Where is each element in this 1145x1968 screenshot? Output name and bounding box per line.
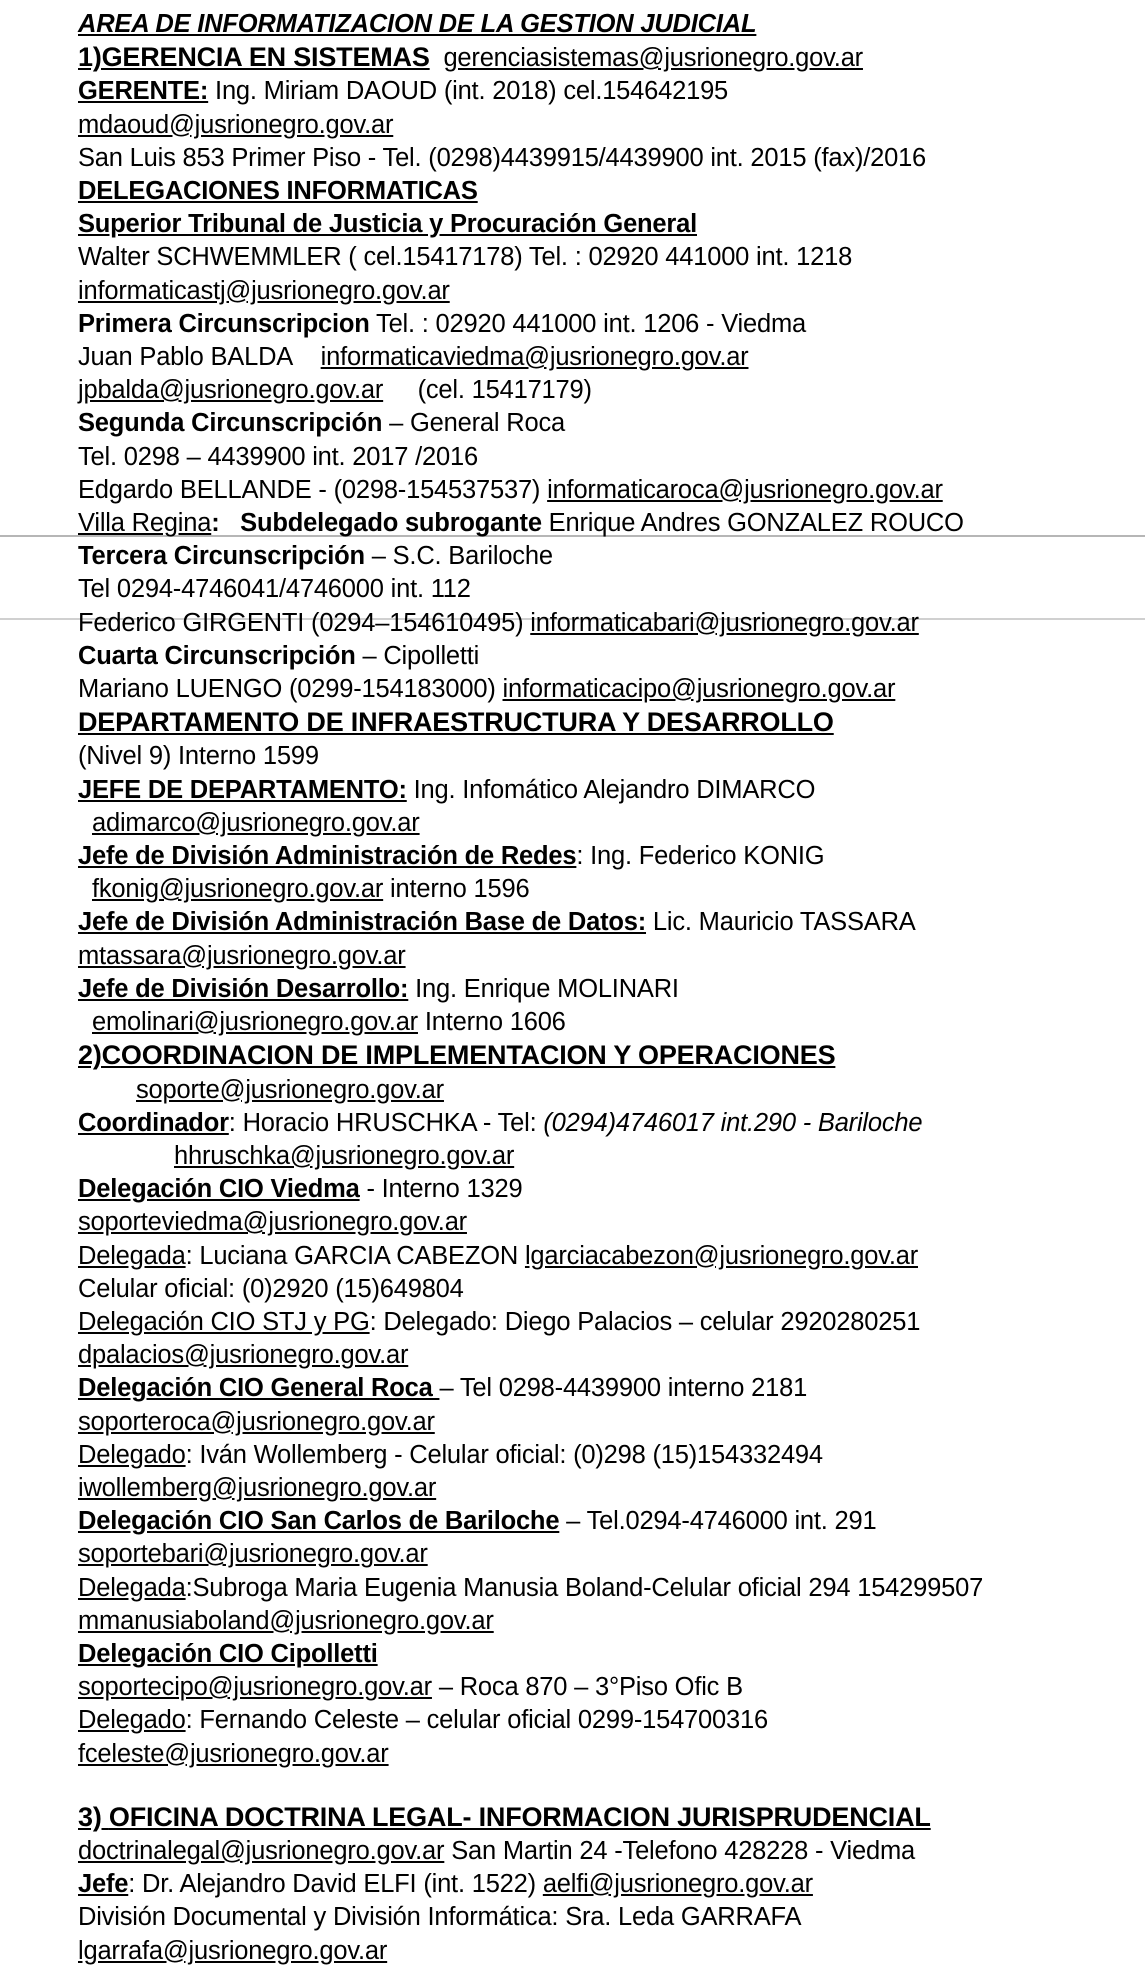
primera-heading-line bbox=[78, 308, 1118, 341]
cio-bariloche-tel: – Tel.0294-4746000 int. 291 bbox=[559, 1507, 877, 1536]
segunda-label: Segunda Circunscripción bbox=[78, 409, 383, 438]
cio-stj-email-line bbox=[78, 1339, 1118, 1372]
coordinacion-heading: 2)COORDINACION DE IMPLEMENTACION Y OPERACIONES bbox=[78, 1040, 836, 1071]
tercera-tel: Tel 0294-4746041/4746000 int. 112 bbox=[78, 575, 471, 604]
cio-cipolletti-heading-line bbox=[78, 1638, 1118, 1671]
segunda-city: – General Roca bbox=[382, 409, 565, 438]
segunda-person: Edgardo BELLANDE - (0298-154537537) bbox=[78, 475, 548, 504]
cio-viedma-delegada-value: : Luciana GARCIA CABEZON bbox=[185, 1241, 525, 1270]
cio-viedma-email[interactable]: soporteviedma@jusrionegro.gov.ar bbox=[78, 1208, 467, 1237]
cuarta-city: – Cipolletti bbox=[355, 641, 480, 670]
departamento-heading-line bbox=[78, 706, 1118, 740]
doctrina-jefe-line bbox=[78, 1868, 1118, 1901]
primera-info: Tel. : 02920 441000 int. 1206 - Viedma bbox=[369, 309, 807, 338]
jefe-bd-email[interactable]: mtassara@jusrionegro.gov.ar bbox=[78, 941, 406, 970]
cio-viedma-celular: Celular oficial: (0)2920 (15)649804 bbox=[78, 1274, 464, 1303]
cio-bariloche-delegada-email-line bbox=[78, 1605, 1118, 1638]
coordinador-tel: (0294)4746017 int.290 - Bariloche bbox=[543, 1108, 923, 1137]
cio-viedma-label: Delegación CIO Viedma bbox=[78, 1175, 360, 1204]
cio-cipolletti-label: Delegación CIO Cipolletti bbox=[78, 1639, 378, 1668]
document-title-line bbox=[78, 8, 1118, 41]
gerencia-address-line bbox=[78, 142, 1118, 175]
tercera-label: Tercera Circunscripción bbox=[78, 542, 365, 571]
jefe-desarrollo-label: Jefe de División Desarrollo: bbox=[78, 974, 409, 1003]
cio-viedma-celular-line bbox=[78, 1273, 1118, 1306]
cio-cipolletti-delegado-value: : Fernando Celeste – celular oficial 0299-154700316 bbox=[185, 1706, 768, 1735]
cio-cipolletti-address: – Roca 870 – 3°Piso Ofic B bbox=[431, 1673, 743, 1702]
cio-roca-heading-line bbox=[78, 1372, 1118, 1405]
jefe-redes-line bbox=[78, 840, 1118, 873]
cio-bariloche-delegada-label: Delegada bbox=[78, 1573, 186, 1602]
segunda-person-line bbox=[78, 474, 1118, 507]
tercera-person: Federico GIRGENTI (0294–154610495) bbox=[78, 608, 531, 637]
doctrina-jefe-label: Jefe bbox=[78, 1870, 129, 1899]
cio-roca-email-line bbox=[78, 1406, 1118, 1439]
document-title: AREA DE INFORMATIZACION DE LA GESTION JUDICIAL bbox=[78, 10, 757, 38]
primera-email-secondary[interactable]: jpbalda@jusrionegro.gov.ar bbox=[78, 376, 384, 405]
doctrina-division: División Documental y División Informática: Sra. Leda GARRAFA bbox=[78, 1903, 802, 1932]
doctrina-division-line bbox=[78, 1901, 1118, 1934]
gerencia-email[interactable]: gerenciasistemas@jusrionegro.gov.ar bbox=[443, 44, 863, 73]
cio-roca-email[interactable]: soporteroca@jusrionegro.gov.ar bbox=[78, 1407, 435, 1436]
jefe-desarrollo-email-line bbox=[78, 1006, 1118, 1039]
jefe-departamento-value: Ing. Infomático Alejandro DIMARCO bbox=[406, 775, 816, 804]
section-spacer bbox=[78, 1771, 1118, 1801]
villa-regina-line bbox=[78, 507, 1118, 540]
cio-roca-delegado-value: : Iván Wollemberg - Celular oficial: (0)298 (15)154332494 bbox=[185, 1440, 823, 1469]
primera-person: Juan Pablo BALDA bbox=[78, 343, 294, 372]
gerencia-heading-line bbox=[78, 41, 1118, 75]
cio-viedma-delegada-label: Delegada bbox=[78, 1241, 186, 1270]
stj-person-line bbox=[78, 241, 1118, 274]
gerente-email-line bbox=[78, 109, 1118, 142]
cuarta-person-email[interactable]: informaticacipo@jusrionegro.gov.ar bbox=[502, 675, 896, 704]
stj-heading-line bbox=[78, 208, 1118, 241]
jefe-redes-email-line bbox=[78, 873, 1118, 906]
stj-heading: Superior Tribunal de Justicia y Procuración General bbox=[78, 210, 697, 239]
cio-bariloche-delegada-email[interactable]: mmanusiaboland@jusrionegro.gov.ar bbox=[78, 1606, 494, 1635]
cuarta-person: Mariano LUENGO (0299-154183000) bbox=[78, 675, 503, 704]
cio-bariloche-email[interactable]: soportebari@jusrionegro.gov.ar bbox=[78, 1540, 428, 1569]
jefe-departamento-line bbox=[78, 774, 1118, 807]
cio-viedma-heading-line bbox=[78, 1173, 1118, 1206]
gerente-email[interactable]: mdaoud@jusrionegro.gov.ar bbox=[78, 110, 394, 139]
cio-stj-label: Delegación CIO STJ y PG bbox=[78, 1307, 370, 1336]
cuarta-heading-line bbox=[78, 640, 1118, 673]
cio-viedma-interno: - Interno 1329 bbox=[359, 1175, 523, 1204]
cio-cipolletti-delegado-line bbox=[78, 1704, 1118, 1737]
coordinador-label: Coordinador bbox=[78, 1108, 229, 1137]
document-body bbox=[78, 8, 1118, 1968]
villa-regina-role: Subdelegado subrogante bbox=[240, 509, 542, 538]
coordinador-email[interactable]: hhruschka@jusrionegro.gov.ar bbox=[174, 1141, 515, 1170]
segunda-person-email[interactable]: informaticaroca@jusrionegro.gov.ar bbox=[547, 475, 943, 504]
coordinacion-email[interactable]: soporte@jusrionegro.gov.ar bbox=[136, 1075, 444, 1104]
jefe-desarrollo-interno: Interno 1606 bbox=[417, 1008, 566, 1037]
departamento-nivel: (Nivel 9) Interno 1599 bbox=[78, 742, 319, 771]
cio-cipolletti-delegado-email-line bbox=[78, 1738, 1118, 1771]
departamento-nivel-line bbox=[78, 740, 1118, 773]
doctrina-jefe-email[interactable]: aelfi@jusrionegro.gov.ar bbox=[542, 1870, 813, 1899]
delegaciones-heading-line bbox=[78, 175, 1118, 208]
primera-cel: (cel. 15417179) bbox=[417, 376, 592, 405]
cio-bariloche-label: Delegación CIO San Carlos de Bariloche bbox=[78, 1507, 560, 1536]
cio-bariloche-delegada-value: :Subroga Maria Eugenia Manusia Boland-Celular oficial 294 154299507 bbox=[185, 1573, 984, 1602]
cio-roca-label: Delegación CIO General Roca bbox=[78, 1374, 440, 1403]
cio-bariloche-heading-line bbox=[78, 1505, 1118, 1538]
coordinacion-email-line bbox=[78, 1074, 1118, 1107]
cio-roca-delegado-email-line bbox=[78, 1472, 1118, 1505]
villa-regina-label: Villa Regina bbox=[78, 509, 212, 538]
doctrina-jefe-value: : Dr. Alejandro David ELFI (int. 1522) bbox=[128, 1870, 543, 1899]
cio-viedma-delegada-line bbox=[78, 1240, 1118, 1273]
delegaciones-heading: DELEGACIONES INFORMATICAS bbox=[78, 177, 478, 206]
doctrina-number: 3) bbox=[78, 1801, 109, 1832]
doctrina-heading-line bbox=[78, 1801, 1118, 1835]
cio-roca-tel: – Tel 0298-4439900 interno 2181 bbox=[439, 1374, 808, 1403]
cio-roca-delegado-email[interactable]: iwollemberg@jusrionegro.gov.ar bbox=[78, 1473, 437, 1502]
coordinador-line bbox=[78, 1107, 1118, 1140]
jefe-desarrollo-line bbox=[78, 973, 1118, 1006]
doctrina-address: San Martin 24 -Telefono 428228 - Viedma bbox=[444, 1836, 915, 1865]
cio-cipolletti-delegado-email[interactable]: fceleste@jusrionegro.gov.ar bbox=[78, 1739, 389, 1768]
jefe-bd-email-line bbox=[78, 940, 1118, 973]
jefe-departamento-email-line bbox=[78, 807, 1118, 840]
jefe-bd-label: Jefe de División Administración Base de Datos: bbox=[78, 908, 647, 937]
stj-email-line bbox=[78, 275, 1118, 308]
cio-roca-delegado-line bbox=[78, 1439, 1118, 1472]
doctrina-email-line bbox=[78, 1835, 1118, 1868]
gerente-value: Ing. Miriam DAOUD (int. 2018) cel.154642195 bbox=[208, 77, 729, 106]
coordinador-email-line bbox=[78, 1140, 1118, 1173]
segunda-tel-line bbox=[78, 441, 1118, 474]
gerencia-address: San Luis 853 Primer Piso - Tel. (0298)4439915/4439900 int. 2015 (fax)/2016 bbox=[78, 143, 927, 172]
stj-person: Walter SCHWEMMLER ( cel.15417178) Tel. : 02920 441000 int. 1218 bbox=[78, 243, 853, 272]
cio-cipolletti-email[interactable]: soportecipo@jusrionegro.gov.ar bbox=[78, 1673, 432, 1702]
cuarta-label: Cuarta Circunscripción bbox=[78, 641, 356, 670]
cio-cipolletti-delegado-label: Delegado bbox=[78, 1706, 186, 1735]
jefe-departamento-label: JEFE DE DEPARTAMENTO: bbox=[78, 775, 407, 804]
cio-cipolletti-email-line bbox=[78, 1671, 1118, 1704]
gerencia-heading: 1)GERENCIA EN SISTEMAS bbox=[78, 42, 430, 73]
jefe-bd-line bbox=[78, 906, 1118, 939]
jefe-redes-label: Jefe de División Administración de Redes bbox=[78, 842, 577, 871]
cio-viedma-delegada-email[interactable]: lgarciacabezon@jusrionegro.gov.ar bbox=[524, 1241, 918, 1270]
primera-person-line bbox=[78, 341, 1118, 374]
cio-bariloche-email-line bbox=[78, 1538, 1118, 1571]
tercera-city: – S.C. Bariloche bbox=[364, 542, 553, 571]
tercera-heading-line bbox=[78, 540, 1118, 573]
jefe-departamento-email[interactable]: adimarco@jusrionegro.gov.ar bbox=[92, 808, 420, 837]
segunda-tel: Tel. 0298 – 4439900 int. 2017 /2016 bbox=[78, 442, 478, 471]
jefe-desarrollo-email[interactable]: emolinari@jusrionegro.gov.ar bbox=[92, 1008, 418, 1037]
cuarta-person-line bbox=[78, 673, 1118, 706]
villa-regina-colon: : bbox=[211, 509, 220, 538]
gerente-label: GERENTE: bbox=[78, 77, 209, 106]
cio-roca-delegado-label: Delegado bbox=[78, 1440, 186, 1469]
jefe-redes-value: : Ing. Federico KONIG bbox=[576, 842, 825, 871]
jefe-redes-email[interactable]: fkonig@jusrionegro.gov.ar bbox=[92, 875, 384, 904]
tercera-person-line bbox=[78, 607, 1118, 640]
doctrina-division-email[interactable]: lgarrafa@jusrionegro.gov.ar bbox=[78, 1936, 388, 1965]
coordinador-value: : Horacio HRUSCHKA - Tel: bbox=[228, 1108, 544, 1137]
cio-bariloche-delegada-line bbox=[78, 1572, 1118, 1605]
doctrina-heading: OFICINA DOCTRINA LEGAL- INFORMACION JURISPRUDENCIAL bbox=[108, 1801, 931, 1832]
segunda-heading-line bbox=[78, 407, 1118, 440]
primera-email2-line bbox=[78, 374, 1118, 407]
tercera-tel-line bbox=[78, 573, 1118, 606]
primera-label: Primera Circunscripcion bbox=[78, 309, 370, 338]
doctrina-division-email-line bbox=[78, 1935, 1118, 1968]
cio-stj-value: : Delegado: Diego Palacios – celular 2920280251 bbox=[369, 1307, 921, 1336]
jefe-bd-value: Lic. Mauricio TASSARA bbox=[646, 908, 916, 937]
cio-stj-line bbox=[78, 1306, 1118, 1339]
gerente-line bbox=[78, 75, 1118, 108]
cio-viedma-email-line bbox=[78, 1206, 1118, 1239]
departamento-heading: DEPARTAMENTO DE INFRAESTRUCTURA Y DESARROLLO bbox=[78, 707, 834, 738]
jefe-desarrollo-value: Ing. Enrique MOLINARI bbox=[408, 974, 679, 1003]
cio-stj-email[interactable]: dpalacios@jusrionegro.gov.ar bbox=[78, 1341, 409, 1370]
villa-regina-person: Enrique Andres GONZALEZ ROUCO bbox=[541, 509, 964, 538]
stj-email[interactable]: informaticastj@jusrionegro.gov.ar bbox=[78, 276, 450, 305]
primera-person-email[interactable]: informaticaviedma@jusrionegro.gov.ar bbox=[320, 343, 749, 372]
tercera-person-email[interactable]: informaticabari@jusrionegro.gov.ar bbox=[530, 608, 919, 637]
coordinacion-heading-line bbox=[78, 1039, 1118, 1073]
doctrina-email[interactable]: doctrinalegal@jusrionegro.gov.ar bbox=[78, 1836, 445, 1865]
jefe-redes-interno: interno 1596 bbox=[383, 875, 530, 904]
